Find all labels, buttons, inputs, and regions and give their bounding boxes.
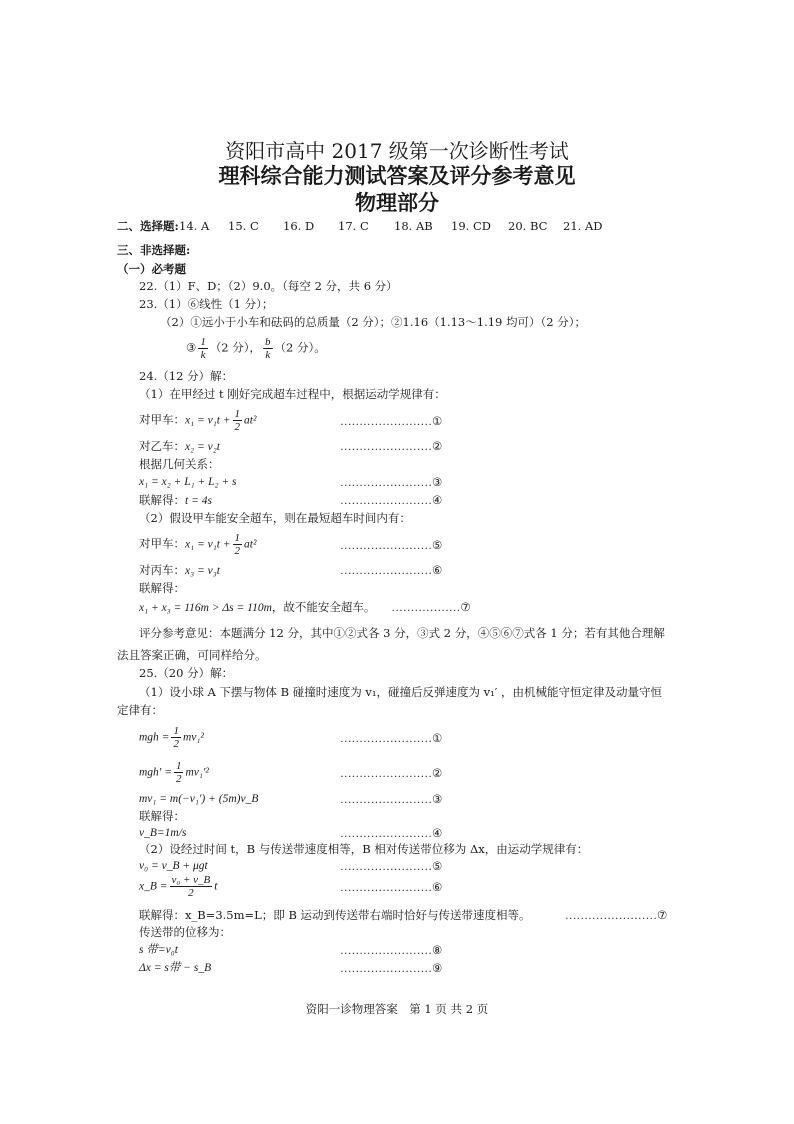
q25-eq8: s 带=v₀t xyxy=(139,944,178,956)
q24-eq5: 对甲车：x₁ = v₁t + $\frac{1}{2}$ at² xyxy=(139,532,257,557)
q24-grading-note-cont: 法且答案正确，可同样给分。 xyxy=(117,648,267,662)
answer-title: 理科综合能力测试答案及评分参考意见 xyxy=(218,164,576,188)
q24-eq3: x₁ = x₂ + L₁ + L₂ + s xyxy=(139,476,237,488)
q24-eq6: 对丙车：x₃ = v₃t xyxy=(139,563,220,577)
q25-eq2: mgh′ = $\frac{1}{2}$ mv₁′² xyxy=(139,760,209,785)
q25-eq4: v_B=1m/s xyxy=(139,827,187,839)
q24-dots-5: ……………………⑤ xyxy=(340,540,443,552)
mc-answer-17: 17. C xyxy=(338,219,369,233)
section-title: 物理部分 xyxy=(355,191,439,215)
q25-dots-1: ……………………① xyxy=(340,733,443,745)
page-footer: 资阳一诊物理答案 第 1 页 共 2 页 xyxy=(305,1002,489,1016)
fraction-1-over-k: $\frac{1}{k}$ xyxy=(200,336,206,361)
mc-answer-18: 18. AB xyxy=(394,219,433,233)
q24-eq2: 对乙车：x₂ = v₂t xyxy=(139,439,220,453)
exam-title: 资阳市高中 2017 级第一次诊断性考试 xyxy=(225,139,569,163)
q25-dots-2: ……………………② xyxy=(340,768,443,780)
mc-answer-16: 16. D xyxy=(283,219,315,233)
q24-dots-4: ……………………④ xyxy=(340,495,443,507)
q23-part3: ③ $\frac{1}{k}$ （2 分）， $\frac{b}{k}$ （2 分）。 xyxy=(186,336,326,361)
q23-part1: 23.（1）⑥线性（1 分）； xyxy=(139,297,274,311)
q25-eq9: Δx = s带 − s_B xyxy=(139,962,212,974)
q24-dots-1: ……………………① xyxy=(340,416,443,428)
q24-eq4: 联解得：t = 4s xyxy=(139,493,212,507)
mc-answers-row xyxy=(117,219,603,233)
q25-heading: 25.（20 分）解： xyxy=(139,666,234,680)
q25-part1-cont: 定律有： xyxy=(117,703,163,717)
q25-belt-label: 传送带的位移为： xyxy=(139,925,231,939)
q23-part2: （2）①远小于小车和砝码的总质量（2 分）；②1.16（1.13～1.19 均可）（2 分）； xyxy=(160,315,586,329)
q24-heading: 24.（12 分）解： xyxy=(139,369,234,383)
q25-dots-3: ……………………③ xyxy=(340,794,443,806)
q24-grading-note: 评分参考意见：本题满分 12 分，其中①②式各 3 分，③式 2 分，④⑤⑥⑦式各 1 分；若有其他合理解 xyxy=(139,626,665,640)
q25-dots-9: ……………………⑨ xyxy=(340,963,443,975)
q24-geometry-label: 根据几何关系： xyxy=(139,457,220,471)
q24-part1: （1）在甲经过 t 刚好完成超车过程中，根据运动学规律有： xyxy=(139,387,446,401)
q25-dots-5: ……………………⑤ xyxy=(340,861,443,873)
q24-dots-2: ……………………② xyxy=(340,441,443,453)
q25-dots-8: ……………………⑧ xyxy=(340,945,443,957)
required-subheading: （一）必考题 xyxy=(117,262,186,276)
q25-eq6: x_B = $\frac{\text{v₀ + v\_B}}{2}$ t xyxy=(139,874,218,899)
q24-combine-label: 联解得： xyxy=(139,581,185,595)
mc-answer-20: 20. BC xyxy=(508,219,548,233)
q24-eq7: x₁ + x₃ = 116m > Δs = 110m，故不能安全超车。 ………………⑦ xyxy=(139,600,471,614)
q22-answer: 22.（1）F、D；（2）9.0。（每空 2 分，共 6 分） xyxy=(139,279,398,293)
mc-answer-14: 14. A xyxy=(179,219,210,233)
q24-dots-6: ……………………⑥ xyxy=(340,565,443,577)
mc-answer-15: 15. C xyxy=(228,219,259,233)
q25-eq7: 联解得：x_B=3.5m=L；即 B 运动到传送带右端时恰好与传送带速度相等。 xyxy=(139,908,531,922)
mc-label: 二、选择题: xyxy=(117,219,179,233)
q25-dots-4: ……………………④ xyxy=(340,828,443,840)
q24-dots-3: ……………………③ xyxy=(340,477,443,489)
q25-eq5: v₀ = v_B + μgt xyxy=(139,860,208,872)
mc-answer-19: 19. CD xyxy=(451,219,491,233)
q25-eq3: mv₁ = m(−v₁′) + (5m)v_B xyxy=(139,793,259,805)
q25-part1: （1）设小球 A 下摆与物体 B 碰撞时速度为 v₁，碰撞后反弹速度为 v₁′ ，由机械能守恒定律及动量守恒 xyxy=(139,685,662,699)
fraction-b-over-k: $\frac{b}{k}$ xyxy=(265,336,271,361)
nonmc-heading: 三、非选择题: xyxy=(117,243,191,257)
q24-part2: （2）假设甲车能安全超车，则在最短超车时间内有： xyxy=(139,511,411,525)
q25-eq1: mgh = $\frac{1}{2}$ mv₁² xyxy=(139,725,204,750)
q25-dots-6: ……………………⑥ xyxy=(340,882,443,894)
q24-eq1: 对甲车：x₁ = v₁t + $\frac{1}{2}$ at² xyxy=(139,408,257,433)
q25-dots-7: ……………………⑦ xyxy=(565,910,668,922)
q25-combine-label: 联解得： xyxy=(139,809,185,823)
mc-answer-21: 21. AD xyxy=(563,219,603,233)
q25-part2: （2）设经过时间 t，B 与传送带速度相等，B 相对传送带位移为 Δx，由运动学规律有： xyxy=(139,842,589,856)
